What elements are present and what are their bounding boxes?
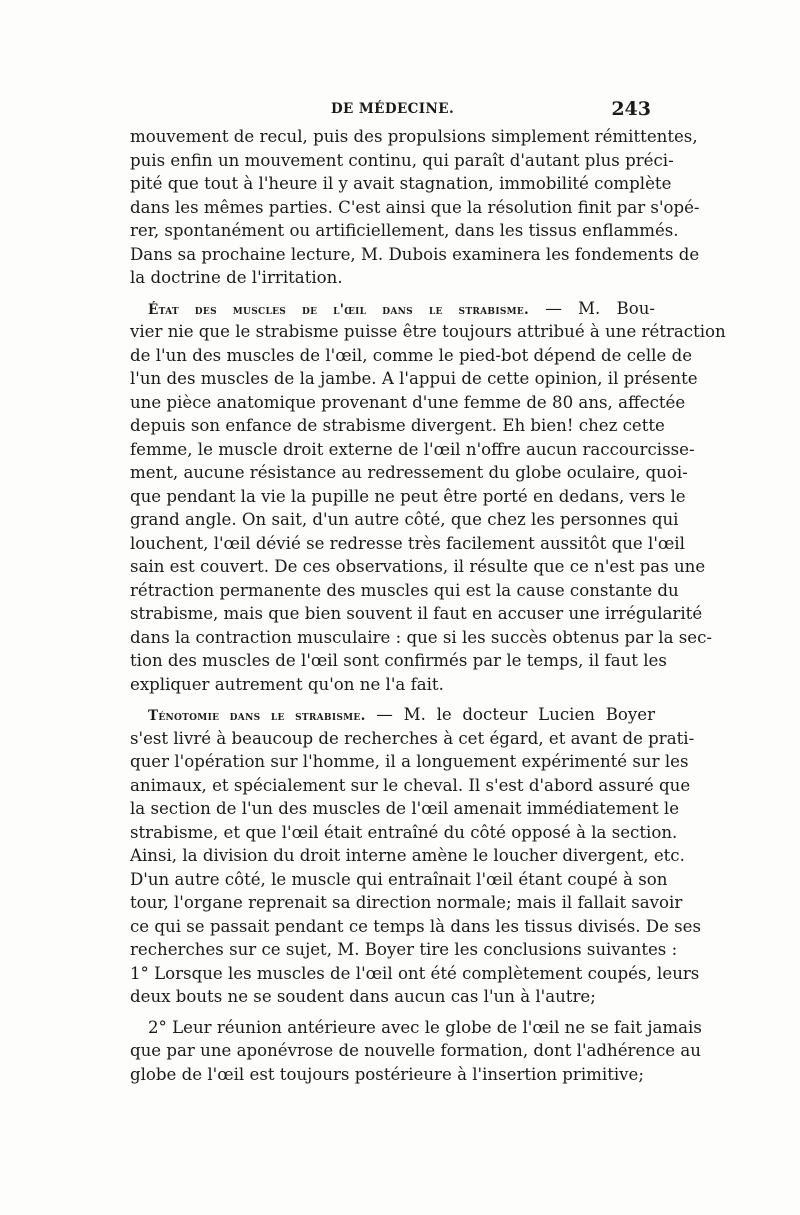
text-line: expliquer autrement qu'on ne l'a fait.	[130, 674, 444, 694]
section-heading: Ténotomie dans le strabisme.	[148, 708, 366, 724]
text-line: l'un des muscles de la jambe. A l'appui de cette opinion, il présente	[130, 369, 698, 388]
text-line: grand angle. On sait, d'un autre côté, que chez les personnes qui	[130, 510, 679, 529]
paragraph-strabisme-muscles	[130, 297, 726, 697]
text-line: ce qui se passait pendant ce temps là dans les tissus divisés. De ses	[130, 916, 702, 936]
text-line: mouvement de recul, puis des propulsions simplement rémittentes,	[130, 127, 698, 146]
text-line: que par une aponévrose de nouvelle formation, dont l'adhérence au	[130, 1041, 701, 1060]
text-line: globe de l'œil est toujours postérieure à l'insertion primitive;	[130, 1064, 644, 1084]
text-line: recherches sur ce sujet, M. Boyer tire les conclusions suivantes :	[130, 940, 678, 959]
text-line: s'est livré à beaucoup de recherches à cet égard, et avant de prati-	[130, 728, 695, 748]
text-line: rer, spontanément ou artificiellement, dans les tissus enflammés.	[130, 221, 679, 240]
paragraph-first-line	[130, 297, 655, 321]
body-text	[130, 125, 726, 1086]
text-line: rétraction permanente des muscles qui est la cause constante du	[130, 580, 679, 600]
text-line: dans la contraction musculaire : que si les succès obtenus par la sec-	[130, 627, 712, 647]
page-number: 243	[611, 98, 651, 120]
paragraph-continuation	[130, 125, 700, 290]
text-line: ment, aucune résistance au redressement du globe oculaire, quoi-	[130, 463, 688, 482]
text-line: la section de l'un des muscles de l'œil amenait immédiatement le	[130, 799, 680, 818]
text-line: puis enfin un mouvement continu, qui paraît d'autant plus préci-	[130, 150, 674, 170]
text-line: deux bouts ne se soudent dans aucun cas l'un à l'autre;	[130, 987, 596, 1006]
text-line: de l'un des muscles de l'œil, comme le pied-bot dépend de celle de	[130, 345, 693, 365]
text-line: pité que tout à l'heure il y avait stagnation, immobilité complète	[130, 174, 672, 193]
text-line: depuis son enfance de strabisme divergent. Eh bien! chez cette	[130, 416, 665, 435]
text-line: Ainsi, la division du droit interne amène le loucher divergent, etc.	[130, 846, 685, 865]
text-run: — M. Bou-	[545, 298, 655, 318]
paragraph-first-line	[130, 703, 655, 727]
text-line: une pièce anatomique provenant d'une femme de 80 ans, affectée	[130, 392, 686, 412]
text-line: Dans sa prochaine lecture, M. Dubois examinera les fondements de	[130, 244, 700, 264]
text-line: dans les mêmes parties. C'est ainsi que la résolution finit par s'opé-	[130, 197, 700, 217]
text-run: — M. le docteur Lucien Boyer	[376, 705, 656, 724]
running-head	[130, 98, 655, 125]
text-line: strabisme, mais que bien souvent il faut en accuser une irrégularité	[130, 604, 703, 623]
text-line: vier nie que le strabisme puisse être toujours attribué à une rétraction	[130, 322, 726, 341]
text-line: 1° Lorsque les muscles de l'œil ont été complètement coupés, leurs	[130, 963, 700, 983]
text-line: D'un autre côté, le muscle qui entraînait l'œil étant coupé à son	[130, 869, 668, 889]
text-line: que pendant la vie la pupille ne peut être porté en dedans, vers le	[130, 486, 686, 506]
text-line: 2° Leur réunion antérieure avec le globe de l'œil ne se fait jamais	[148, 1017, 702, 1037]
running-head-title: DE MÉDECINE.	[330, 101, 455, 117]
text-line: louchent, l'œil dévié se redresse très facilement aussitôt que l'œil	[130, 533, 685, 553]
text-line: tion des muscles de l'œil sont confirmés par le temps, il faut les	[130, 651, 667, 670]
text-line: tour, l'organe reprenait sa direction normale; mais il fallait savoir	[130, 893, 683, 912]
text-line: animaux, et spécialement sur le cheval. Il s'est d'abord assuré que	[130, 775, 691, 795]
text-line: strabisme, et que l'œil était entraîné du côté opposé à la section.	[130, 822, 678, 842]
text-line: sain est couvert. De ces observations, il résulte que ce n'est pas une	[130, 557, 706, 576]
paragraph-conclusion-2	[130, 1016, 702, 1087]
paragraph-tenotomie	[130, 703, 702, 1009]
text-line: femme, le muscle droit externe de l'œil n'offre aucun raccourcisse-	[130, 439, 695, 459]
text-line: la doctrine de l'irritation.	[130, 268, 343, 287]
section-heading: État des muscles de l'œil dans le strabisme.	[148, 301, 530, 318]
text-line: quer l'opération sur l'homme, il a longuement expérimenté sur les	[130, 752, 689, 771]
